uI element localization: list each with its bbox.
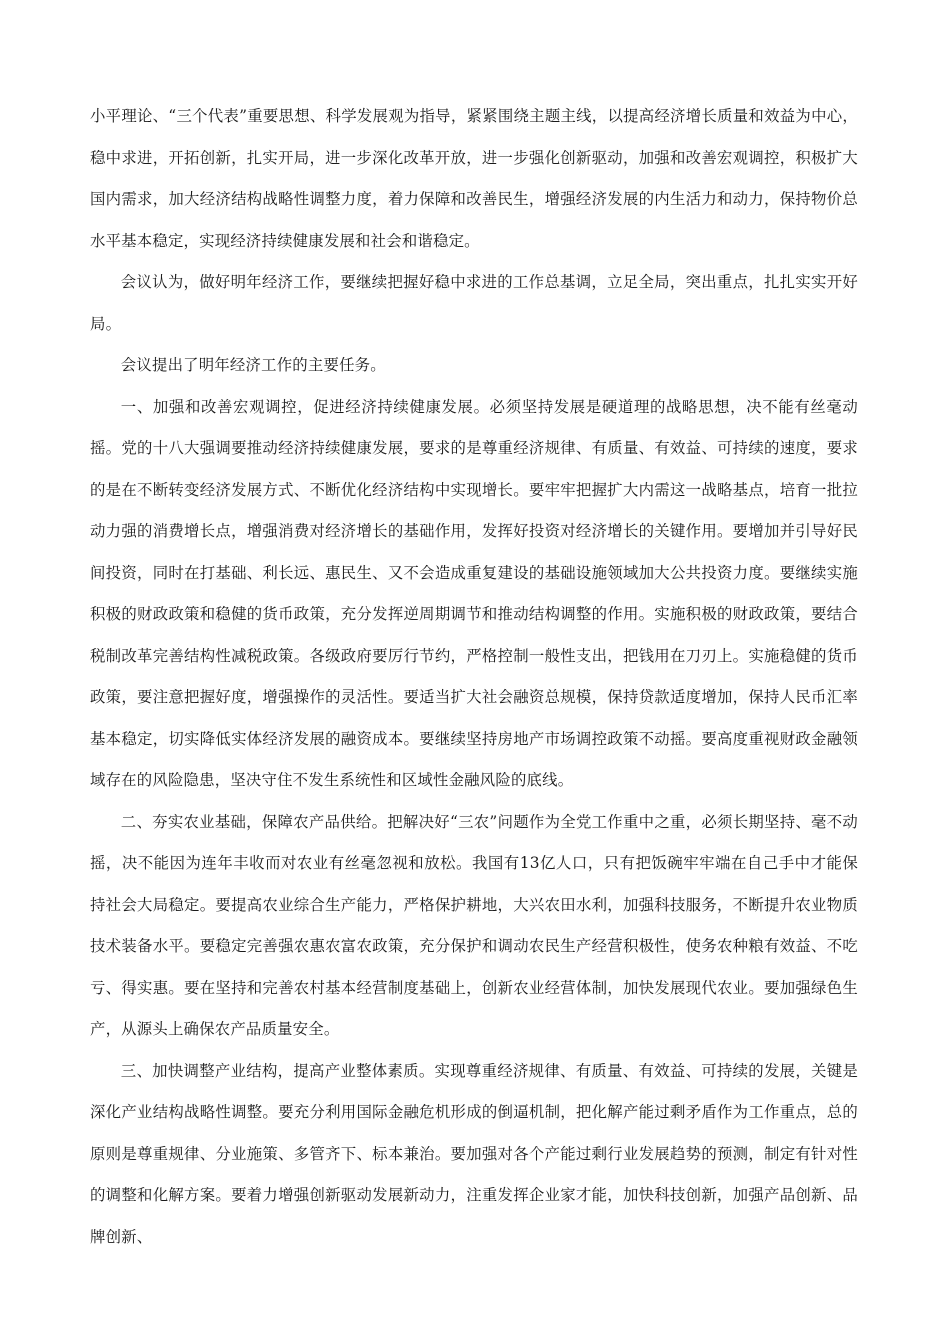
paragraph-task-one-macro-control: 一、加强和改善宏观调控，促进经济持续健康发展。必须坚持发展是硬道理的战略思想，决不能有丝毫动摇。党的十八大强调要推动经济持续健康发展，要求的是尊重经济规律、有质量、有效益、可持续的速度，要求的是在不断转变经济发展方式、不断优化经济结构中实现增长。要牢牢把握扩大内需这一战略基点，培育一批拉动力强的消费增长点，增强消费对经济增长的基础作用，发挥好投资对经济增长的关键作用。要增加并引导好民间投资，同时在打基础、利长远、惠民生、又不会造成重复建设的基础设施领域加大公共投资力度。要继续实施积极的财政政策和稳健的货币政策，充分发挥逆周期调节和推动结构调整的作用。实施积极的财政政策，要结合税制改革完善结构性减税政策。各级政府要厉行节约，严格控制一般性支出，把钱用在刀刃上。实施稳健的货币政策，要注意把握好度，增强操作的灵活性。要适当扩大社会融资总规模，保持贷款适度增加，保持人民币汇率基本稳定，切实降低实体经济发展的融资成本。要继续坚持房地产市场调控政策不动摇。要高度重视财政金融领域存在的风险隐患，坚决守住不发生系统性和区域性金融风险的底线。	[90, 397, 858, 789]
paragraph-work-tone: 会议认为，做好明年经济工作，要继续把握好稳中求进的工作总基调，立足全局，突出重点，扎扎实实开好局。	[90, 273, 858, 333]
paragraph-task-three-industry: 三、加快调整产业结构，提高产业整体素质。实现尊重经济规律、有质量、有效益、可持续的发展，关键是深化产业结构战略性调整。要充分利用国际金融危机形成的倒逼机制，把化解产能过剩矛盾作为工作重点，总的原则是尊重规律、分业施策、多管齐下、标本兼治。要加强对各个产能过剩行业发展趋势的预测，制定有针对性的调整和化解方案。要着力增强创新驱动发展新动力，注重发挥企业家才能，加快科技创新，加强产品创新、品牌创新、	[90, 1061, 858, 1246]
document-body	[90, 96, 858, 1258]
paragraph-task-two-agriculture: 二、夯实农业基础，保障农产品供给。把解决好“三农”问题作为全党工作重中之重，必须长期坚持、毫不动摇，决不能因为连年丰收而对农业有丝毫忽视和放松。我国有13亿人口，只有把饭碗牢牢端在自己手中才能保持社会大局稳定。要提高农业综合生产能力，严格保护耕地，大兴农田水利，加强科技服务，不断提升农业物质技术装备水平。要稳定完善强农惠农富农政策，充分保护和调动农民生产经营积极性，使务农种粮有效益、不吃亏、得实惠。要在坚持和完善农村基本经营制度基础上，创新农业经营体制，加快发展现代农业。要加强绿色生产，从源头上确保农产品质量安全。	[90, 812, 858, 1038]
paragraph-intro-continued: 小平理论、“三个代表”重要思想、科学发展观为指导，紧紧围绕主题主线，以提高经济增长质量和效益为中心，稳中求进，开拓创新，扎实开局，进一步深化改革开放，进一步强化创新驱动，加强和改善宏观调控，积极扩大国内需求，加大经济结构战略性调整力度，着力保障和改善民生，增强经济发展的内生活力和动力，保持物价总水平基本稳定，实现经济持续健康发展和社会和谐稳定。	[90, 107, 858, 250]
paragraph-main-tasks: 会议提出了明年经济工作的主要任务。	[120, 356, 386, 374]
